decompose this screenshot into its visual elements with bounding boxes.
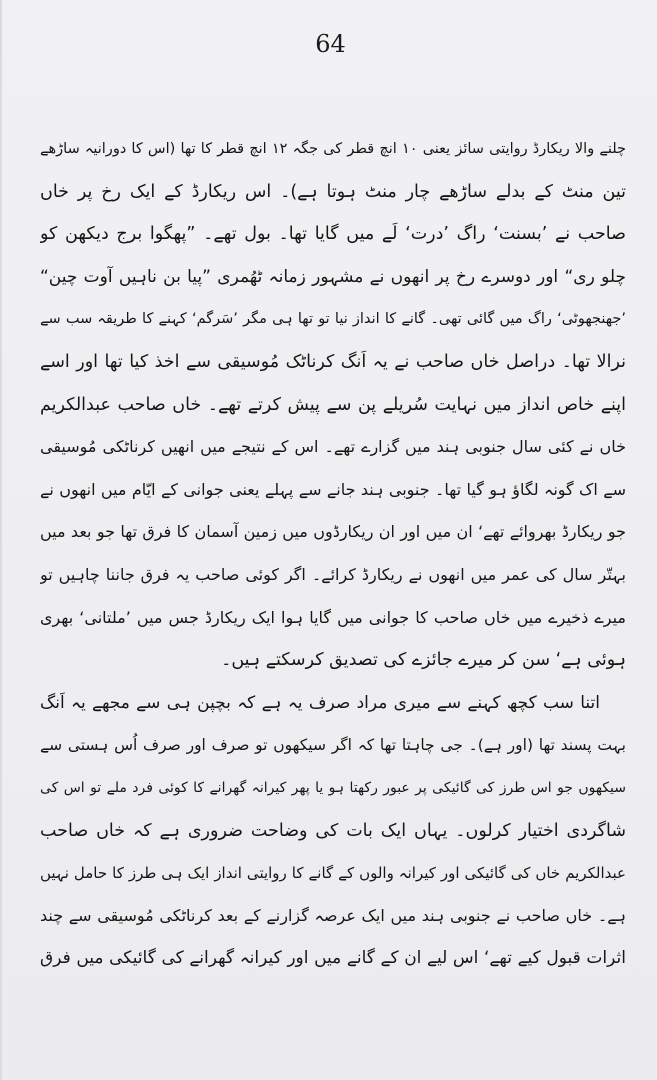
text-line: نرالا تھا۔ دراصل خاں صاحب نے یہ اَنگ کرناٹک مُوسیقی سے اخذ کیا تھا اور اسے (40, 351, 626, 372)
text-line: سے اک گونہ لگاؤ ہو گیا تھا۔ جنوبی ہند جانے سے پہلے یعنی جوانی کے ایّام میں انھوں نے (40, 479, 626, 499)
text-line: ’جھنجھوٹی‘ راگ میں گائی تھی۔ گانے کا انداز نیا تو تھا ہی مگر ’سَرگم‘ کہنے کا طریقہ سب سے (40, 311, 626, 328)
text-line: خاں نے کئی سال جنوبی ہند میں گزارے تھے۔ اس کے نتیجے میں انھیں کرناٹکی مُوسیقی (40, 437, 626, 457)
text-line: اتنا سب کچھ کہنے سے میری مراد صرف یہ ہے کہ بچپن ہی سے مجھے یہ اَنگ (40, 692, 600, 713)
text-line: سیکھوں جو اس طرز کی گائیکی پر عبور رکھتا ہو یا پھر کیرانہ گھرانے کا کوئی فرد ملے تو اس کی (40, 779, 626, 796)
text-line: اثرات قبول کیے تھے‘ اس لیے ان کے گانے میں اور کیرانہ گھرانے کی گائیکی میں فرق (40, 948, 626, 969)
text-line: چلو ری“ اور دوسرے رخ پر انھوں نے مشہور زمانہ ٹھُمری ”پیا بن ناہیں آوت چین“ (40, 266, 626, 287)
body-text (40, 128, 626, 980)
text-line: بہت پسند تھا (اور ہے)۔ جی چاہتا تھا کہ اگر سیکھوں تو صرف اور صرف اُس ہستی سے (40, 736, 626, 755)
text-line: ہے۔ خاں صاحب نے جنوبی ہند میں ایک عرصہ گزارنے کے بعد کرناٹکی مُوسیقی سے چند (40, 905, 626, 925)
text-line: بہتّر سال کی عمر میں انھوں نے ریکارڈ کرائے۔ اگر کوئی صاحب یہ فرق جاننا چاہیں تو (40, 564, 626, 584)
text-line: عبدالکریم خاں کی گائیکی اور کیرانہ والوں کے گانے کا روایتی انداز ایک ہی طرز کا حامل نہیں (40, 864, 626, 883)
text-line: میرے ذخیرے میں خاں صاحب کا جوانی میں گایا ہوا ایک ریکارڈ جس میں ’ملتانی‘ بھری (40, 607, 626, 627)
text-line: صاحب نے ’بسنت‘ راگ ’درت‘ لَے میں گایا تھا۔ بول تھے۔ ”پھگوا برج دیکھن کو (40, 224, 626, 245)
text-line: چلنے والا ریکارڈ روایتی سائز یعنی ۱۰ انچ قطر کی جگہ ۱۲ انچ قطر کا تھا (اس کا دورانیہ ساڑھے (40, 141, 626, 157)
page-number: 64 (315, 30, 346, 58)
text-line: تین منٹ کے بدلے ساڑھے چار منٹ ہوتا ہے)۔ اس ریکارڈ کے ایک رخ پر خاں (40, 181, 626, 202)
text-line: شاگردی اختیار کرلوں۔ یہاں ایک بات کی وضاحت ضروری ہے کہ خاں صاحب (40, 820, 626, 841)
text-line: جو ریکارڈ بھروائے تھے‘ ان میں اور ان ریکارڈوں میں زمین آسمان کا فرق تھا جو بعد میں (40, 522, 626, 542)
text-line: ہوئی ہے‘ سن کر میرے جائزے کی تصدیق کرسکتے ہیں۔ (221, 650, 626, 671)
text-line: اپنے خاص انداز میں نہایت سُریلے پن سے پیش کرتے تھے۔ خاں صاحب عبدالکریم (40, 394, 626, 415)
